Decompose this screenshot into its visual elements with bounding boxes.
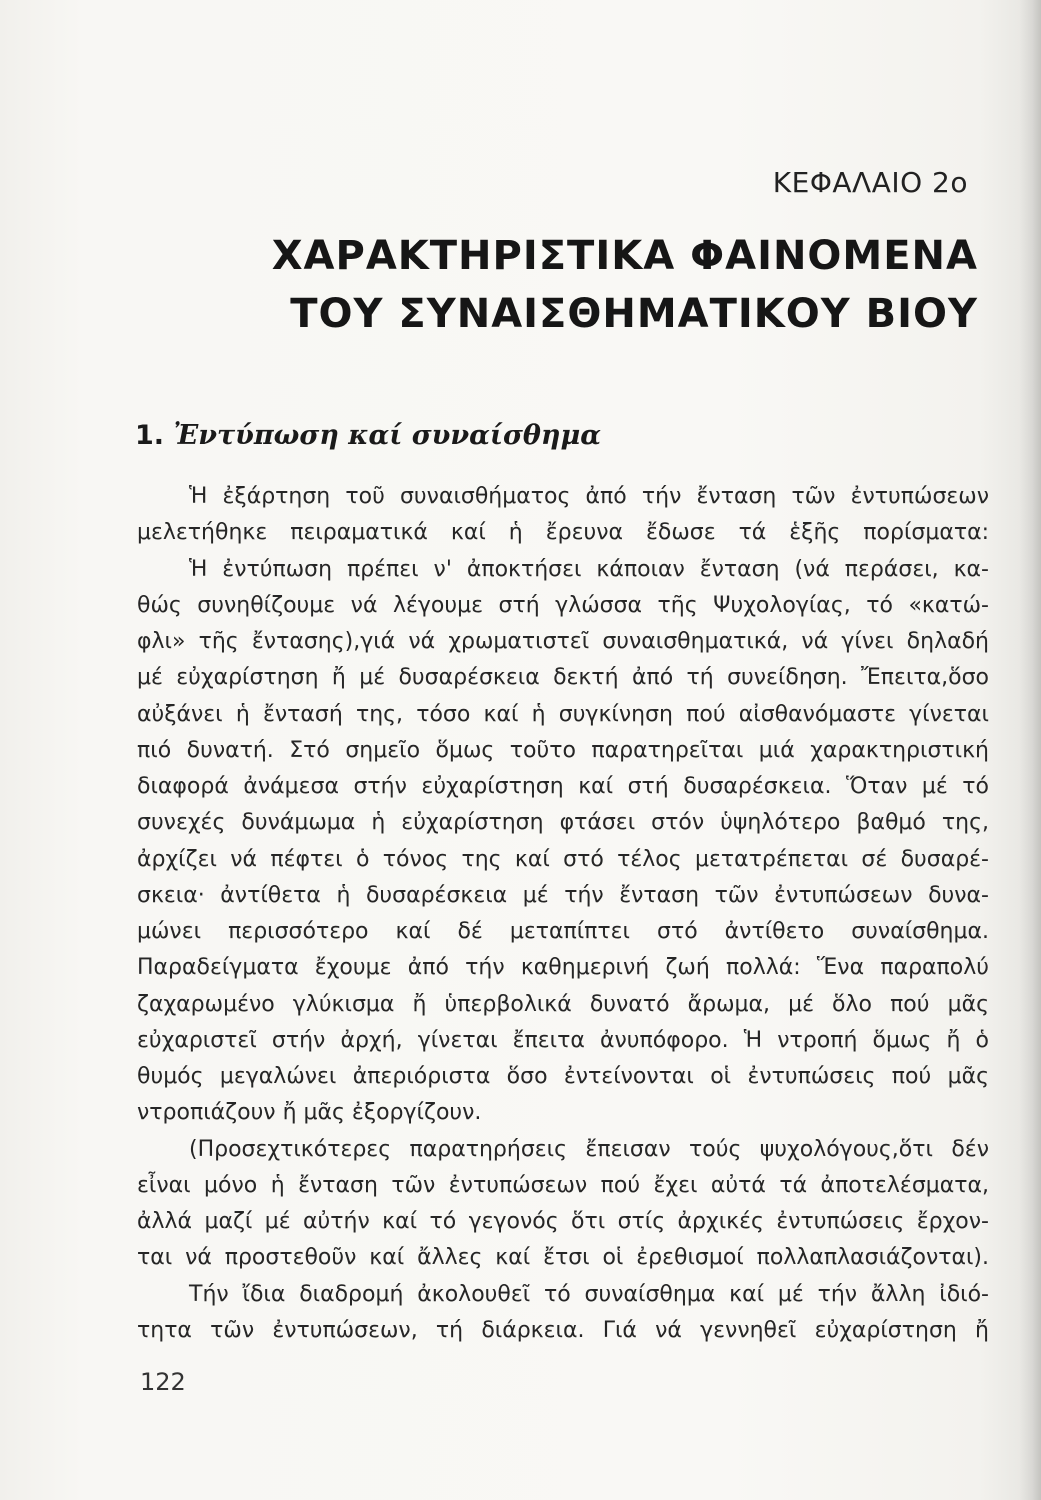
body-line: Ἡ ἐντύπωση πρέπει ν' ἀποκτήσει κάποιαν ἔνταση (νά περάσει, κα- xyxy=(189,556,989,582)
body-line: διαφορά ἀνάμεσα στήν εὐχαρίστηση καί στή δυσαρέσκεια. Ὅταν μέ τό xyxy=(137,774,989,799)
body-line: εὐχαριστεῖ στήν ἀρχή, γίνεται ἔπειτα ἀνυπόφορο. Ἡ ντροπή ὅμως ἤ ὁ xyxy=(137,1027,989,1053)
chapter-title xyxy=(272,227,978,343)
body-text xyxy=(137,479,989,1349)
body-line: ζαχαρωμένο γλύκισμα ἤ ὑπερβολικά δυνατό ἄρωμα, μέ ὅλο πού μᾶς xyxy=(137,991,989,1017)
body-line: μέ εὐχαρίστηση ἤ μέ δυσαρέσκεια δεκτή ἀπό τή συνείδηση. Ἔπειτα,ὅσο xyxy=(137,665,989,691)
body-line: συνεχές δυνάμωμα ἡ εὐχαρίστηση φτάσει στόν ὑψηλότερο βαθμό της, xyxy=(137,810,989,836)
body-line: (Προσεχτικότερες παρατηρήσεις ἔπεισαν τούς ψυχολόγους,ὅτι δέν xyxy=(189,1136,989,1162)
body-line: φλι» τῆς ἔντασης),γιά νά χρωματιστεῖ συναισθηματικά, νά γίνει δηλαδή xyxy=(137,629,989,654)
body-line: πιό δυνατή. Στό σημεῖο ὅμως τοῦτο παρατηρεῖται μιά χαρακτηριστική xyxy=(137,737,989,763)
body-line: Παραδείγματα ἔχουμε ἀπό τήν καθημερινή ζωή πολλά: Ἕνα παραπολύ xyxy=(137,955,989,981)
section-title: Ἐντύπωση καί συναίσθημα xyxy=(173,420,602,451)
body-line: ντροπιάζουν ἤ μᾶς ἐξοργίζουν. xyxy=(137,1100,482,1126)
section-heading xyxy=(135,420,601,451)
body-line: εἶναι μόνο ἡ ἔνταση τῶν ἐντυπώσεων πού ἔχει αὐτά τά ἀποτελέσματα, xyxy=(137,1172,989,1198)
body-line: μώνει περισσότερο καί δέ μεταπίπτει στό ἀντίθετο συναίσθημα. xyxy=(137,919,989,944)
body-line: Ἡ ἐξάρτηση τοῦ συναισθήματος ἀπό τήν ἔνταση τῶν ἐντυπώσεων xyxy=(189,484,989,509)
chapter-label: ΚΕΦΑΛΑΙΟ 2ο xyxy=(772,166,968,199)
body-line: ἀλλά μαζί μέ αὐτήν καί τό γεγονός ὅτι στίς ἀρχικές ἐντυπώσεις ἔρχον- xyxy=(137,1209,989,1234)
body-line: θυμός μεγαλώνει ἀπεριόριστα ὅσο ἐντείνονται οἱ ἐντυπώσεις πού μᾶς xyxy=(137,1064,989,1089)
chapter-title-line-1: ΧΑΡΑΚΤΗΡΙΣΤΙΚΑ ΦΑΙΝΟΜΕΝΑ xyxy=(271,233,978,279)
body-line: μελετήθηκε πειραματικά καί ἡ ἔρευνα ἔδωσε τά ἑξῆς πορίσματα: xyxy=(137,520,989,546)
body-line: ται νά προστεθοῦν καί ἄλλες καί ἔτσι οἱ ἐρεθισμοί πολλαπλασιάζονται). xyxy=(137,1245,989,1271)
page-number: 122 xyxy=(140,1368,186,1396)
body-line: αὐξάνει ἡ ἔντασή της, τόσο καί ἡ συγκίνηση πού αἰσθανόμαστε γίνεται xyxy=(137,701,989,727)
section-number: 1. xyxy=(135,420,165,451)
body-line: Τήν ἴδια διαδρομή ἀκολουθεῖ τό συναίσθημα καί μέ τήν ἄλλη ἰδιό- xyxy=(189,1281,989,1307)
chapter-title-line-2: ΤΟΥ ΣΥΝΑΙΣΘΗΜΑΤΙΚΟΥ ΒΙΟΥ xyxy=(290,291,978,337)
body-line: θώς συνηθίζουμε νά λέγουμε στή γλώσσα τῆς Ψυχολογίας, τό «κατώ- xyxy=(137,592,989,618)
body-line: σκεια· ἀντίθετα ἡ δυσαρέσκεια μέ τήν ἔνταση τῶν ἐντυπώσεων δυνα- xyxy=(137,882,989,908)
body-line: ἀρχίζει νά πέφτει ὁ τόνος της καί στό τέλος μετατρέπεται σέ δυσαρέ- xyxy=(137,846,989,872)
page-gutter-shadow xyxy=(1019,0,1041,1500)
body-line: τητα τῶν ἐντυπώσεων, τή διάρκεια. Γιά νά γεννηθεῖ εὐχαρίστηση ἤ xyxy=(137,1317,989,1343)
